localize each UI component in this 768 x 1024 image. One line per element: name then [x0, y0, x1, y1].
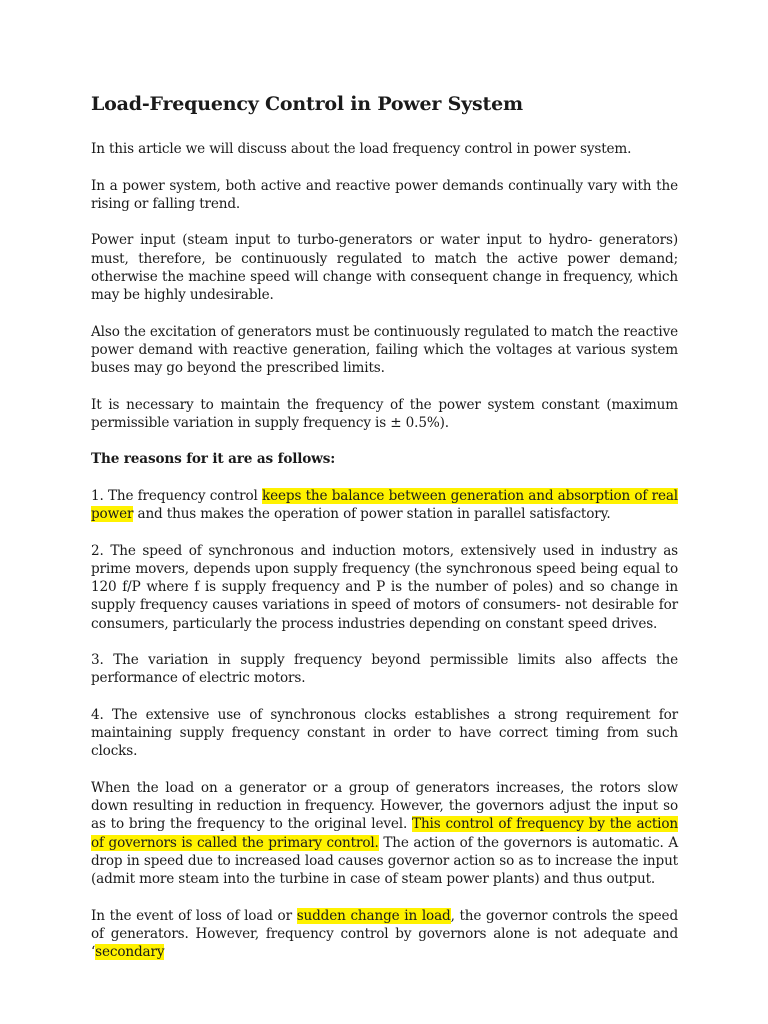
- paragraph-loss-of-load: [91, 907, 678, 962]
- paragraph-primary-control: [91, 779, 678, 888]
- paragraph-power-demands: In a power system, both active and reactive power demands continually vary with the rising or falling trend.: [91, 177, 678, 212]
- reason-1-tail: and thus makes the operation of power station in parallel satisfactory.: [133, 506, 611, 523]
- reason-3: 3. The variation in supply frequency beyond permissible limits also affects the performance of electric motors.: [91, 652, 678, 687]
- highlight-sudden-change: sudden change in load: [296, 907, 451, 924]
- reason-1-lead: 1. The frequency control: [91, 487, 263, 504]
- highlight-balance: keeps the balance between generation and absorption of real power: [91, 487, 678, 523]
- page-title: Load-Frequency Control in Power System: [91, 93, 523, 115]
- primary-control-lead: When the load on a generator or a group of generators increases, the rotors slow down resulting in reduction in frequency. However, the governors adjust the input so as to bring the frequency to the original level.: [91, 779, 678, 833]
- highlight-primary-control: This control of frequency by the action of governors is called the primary control.: [91, 816, 679, 851]
- paragraph-frequency-constant: It is necessary to maintain the frequency of the power system constant (maximum permissible variation in supply frequency is ± 0.5%).: [91, 396, 678, 431]
- paragraph-power-input: Power input (steam input to turbo-generators or water input to hydro- generators) must, therefore, be continuously regulated to match the active power demand; otherwise the machine speed will change with consequent change in frequency, which may be highly undesirable.: [91, 232, 678, 303]
- paragraph-intro: In this article we will discuss about the load frequency control in power system.: [91, 141, 632, 157]
- loss-of-load-middle: , the governor controls the speed of generators. However, frequency control by governors alone is not adequate and ‘: [91, 907, 678, 960]
- paragraph-excitation: Also the excitation of generators must be continuously regulated to match the reactive power demand with reactive generation, failing which the voltages at various system buses may go beyond the prescribed limits.: [91, 323, 678, 376]
- primary-control-tail: The action of the governors is automatic. A drop in speed due to increased load causes governor action so as to increase the input (admit more steam into the turbine in case of steam power plants) and thus output.: [91, 834, 678, 887]
- reason-4: 4. The extensive use of synchronous clocks establishes a strong requirement for maintaining supply frequency constant in order to have correct timing from such clocks.: [91, 706, 678, 760]
- reason-2: 2. The speed of synchronous and induction motors, extensively used in industry as prime movers, depends upon supply frequency (the synchronous speed being equal to 120 f/P where f is supply frequency and P is the number of poles) and so change in supply frequency causes variations in speed of motors of consumers- not desirable for consumers, particularly the process industries depending on constant speed drives.: [91, 542, 678, 632]
- reasons-heading: The reasons for it are as follows:: [91, 451, 336, 468]
- highlight-secondary: secondary: [95, 944, 165, 960]
- loss-of-load-lead: In the event of loss of load or: [91, 907, 297, 924]
- reason-1: [91, 487, 678, 523]
